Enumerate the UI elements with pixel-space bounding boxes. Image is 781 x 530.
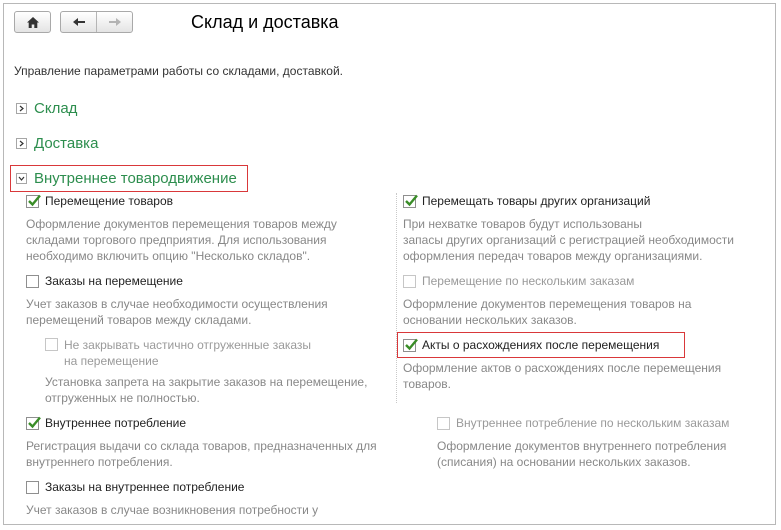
- transfer-orders-hint: [26, 296, 328, 328]
- hint-line: Регистрация выдачи со склада товаров, предназначенных для: [26, 439, 377, 453]
- checkbox-transfer-goods[interactable]: [26, 194, 173, 208]
- checkbox-label: Внутреннее потребление: [45, 416, 187, 430]
- back-button[interactable]: [61, 12, 97, 32]
- chevron-down-icon: [18, 175, 25, 182]
- section-label[interactable]: Доставка: [34, 135, 99, 152]
- hint-line: Установка запрета на закрытие заказов на перемещение,: [45, 375, 368, 389]
- hint-line: Учет заказов в случае возникновения потребности у: [26, 503, 319, 517]
- checkbox-transfer-orders[interactable]: [26, 274, 183, 288]
- hint-line: Оформление документов внутреннего потребления: [437, 439, 727, 453]
- internal-consumption-hint: [26, 438, 377, 470]
- checkbox-label: Внутреннее потребление по нескольким заказам: [456, 416, 730, 430]
- hint-line: При нехватке товаров будут использованы: [403, 217, 643, 231]
- hint-line: основании нескольких заказов.: [403, 313, 577, 327]
- hint-line: товаров.: [403, 377, 452, 391]
- checkmark-icon: [27, 194, 42, 207]
- forward-button[interactable]: [97, 12, 132, 32]
- hint-line: запасы других организаций с регистрацией необходимости: [403, 233, 734, 247]
- checkbox-label: Перемещать товары других организаций: [422, 194, 651, 208]
- page-description: Управление параметрами работы со складами, доставкой.: [14, 64, 343, 78]
- home-icon: [26, 16, 40, 29]
- hint-line: внутреннего потребления.: [26, 455, 173, 469]
- section-label[interactable]: Внутреннее товародвижение: [34, 170, 237, 187]
- checkbox-box[interactable]: [45, 338, 58, 351]
- checkbox-box[interactable]: [437, 417, 450, 430]
- checkbox-internal-consumption-orders[interactable]: [26, 480, 244, 494]
- checkbox-box[interactable]: [26, 481, 39, 494]
- transfer-other-orgs-hint: [403, 216, 734, 264]
- checkbox-label: Заказы на перемещение: [45, 274, 183, 288]
- arrow-left-icon: [72, 17, 86, 27]
- hint-line: (списания) на основании нескольких заказов.: [437, 455, 691, 469]
- hint-line: складами торгового предприятия. Для использования: [26, 233, 327, 247]
- hint-line: необходимо включить опцию "Несколько складов".: [26, 249, 311, 263]
- checkbox-dont-close-orders[interactable]: [45, 337, 311, 369]
- internal-consumption-orders-hint: [26, 502, 318, 518]
- collapse-toggle[interactable]: [16, 173, 27, 184]
- checkbox-box[interactable]: [403, 195, 416, 208]
- checkbox-box[interactable]: [403, 339, 416, 352]
- hint-line: перемещений товаров между складами.: [26, 313, 252, 327]
- hint-line: Учет заказов в случае необходимости осуществления: [26, 297, 328, 311]
- hint-line: Оформление документов перемещения товаров между: [26, 217, 337, 231]
- transfer-goods-hint: [26, 216, 337, 264]
- page-title: Склад и доставка: [191, 12, 339, 32]
- checkbox-label: [64, 337, 311, 369]
- section-delivery[interactable]: [16, 135, 98, 152]
- checkbox-internal-consumption[interactable]: [26, 416, 186, 430]
- checkbox-box[interactable]: [26, 275, 39, 288]
- hint-line: Оформление актов о расхождениях после перемещения: [403, 361, 722, 375]
- home-button[interactable]: [14, 11, 51, 33]
- hint-line: отгруженных не полностью.: [45, 391, 200, 405]
- checkbox-internal-consumption-several[interactable]: [437, 416, 729, 430]
- checkbox-label: Акты о расхождениях после перемещения: [422, 338, 660, 352]
- expand-toggle[interactable]: [16, 103, 27, 114]
- checkbox-label: Перемещение по нескольким заказам: [422, 274, 635, 288]
- expand-toggle[interactable]: [16, 138, 27, 149]
- checkmark-icon: [404, 194, 419, 207]
- checkmark-icon: [27, 416, 42, 429]
- hint-line: оформления передач товаров между организациями.: [403, 249, 703, 263]
- label-line: на перемещение: [64, 354, 159, 368]
- checkbox-box[interactable]: [26, 417, 39, 430]
- checkbox-transfer-other-orgs[interactable]: [403, 194, 650, 208]
- checkbox-box[interactable]: [403, 275, 416, 288]
- checkbox-discrepancy-acts[interactable]: [403, 338, 659, 352]
- checkmark-icon: [404, 338, 419, 351]
- checkbox-label: Заказы на внутреннее потребление: [45, 480, 245, 494]
- discrepancy-acts-hint: [403, 360, 721, 392]
- dont-close-orders-hint: [45, 374, 367, 406]
- internal-consumption-several-hint: [437, 438, 726, 470]
- chevron-right-icon: [18, 140, 25, 147]
- section-internal-movement[interactable]: [16, 170, 237, 187]
- column-divider: [396, 193, 397, 403]
- section-label[interactable]: Склад: [34, 100, 78, 117]
- chevron-right-icon: [18, 105, 25, 112]
- checkbox-label: Перемещение товаров: [45, 194, 173, 208]
- checkbox-transfer-several-orders[interactable]: [403, 274, 634, 288]
- label-line: Не закрывать частично отгруженные заказы: [64, 338, 312, 352]
- hint-line: Оформление документов перемещения товаров на: [403, 297, 692, 311]
- transfer-several-orders-hint: [403, 296, 691, 328]
- checkbox-box[interactable]: [26, 195, 39, 208]
- section-warehouse[interactable]: [16, 100, 77, 117]
- back-forward-group: [60, 11, 133, 33]
- arrow-right-icon: [108, 17, 122, 27]
